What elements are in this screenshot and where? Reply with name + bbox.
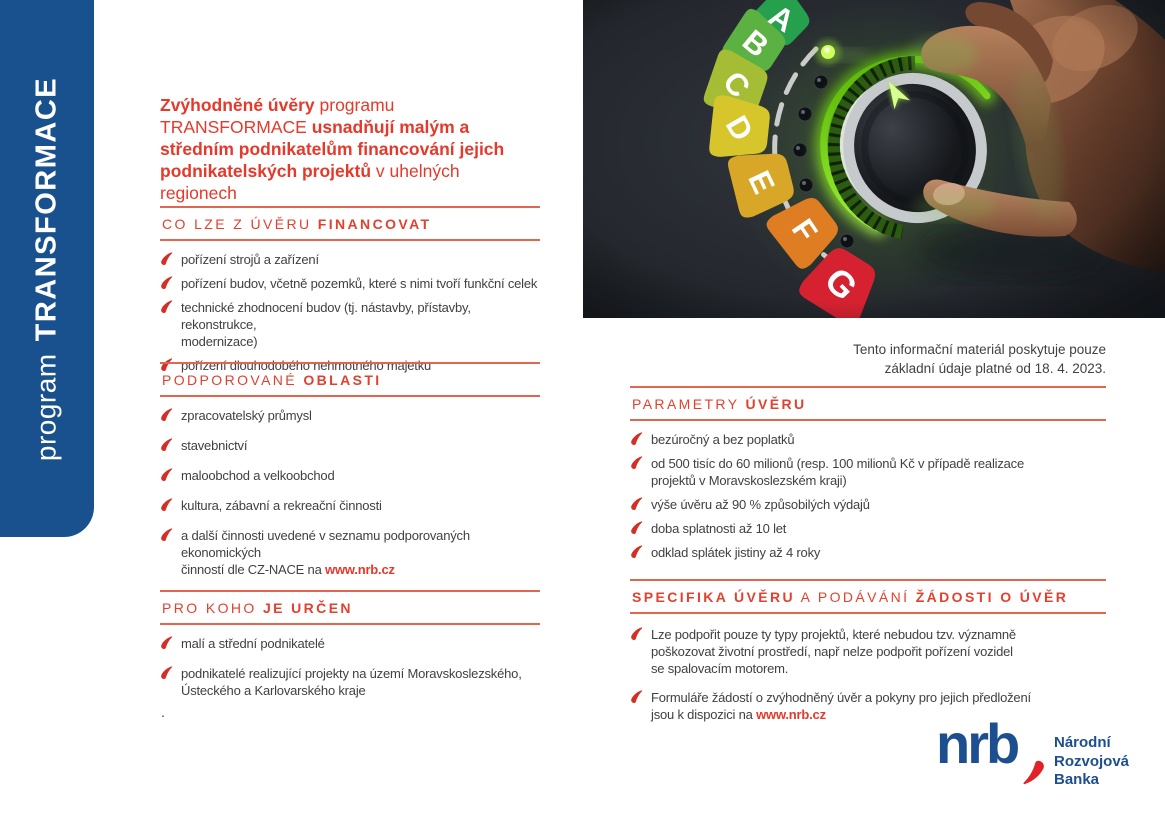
bullet-list xyxy=(630,626,1106,723)
nrb-logo-comma-icon xyxy=(1022,757,1046,787)
list-item xyxy=(630,626,1106,677)
text-run: Formuláře žádostí o zvýhodněný úvěr a pokyny pro jejich předložení xyxy=(651,690,1031,705)
text-run: výše úvěru až 90 % způsobilých výdajů xyxy=(651,497,870,512)
check-swoosh-icon xyxy=(160,408,173,424)
text-run: malí a střední podnikatelé xyxy=(181,636,325,651)
list-item xyxy=(160,635,540,652)
check-swoosh-icon xyxy=(630,627,643,677)
text-run: zpracovatelský průmysl xyxy=(181,408,312,423)
list-item xyxy=(630,496,1106,513)
text-run: doba splatnosti až 10 let xyxy=(651,521,787,536)
check-swoosh-icon xyxy=(160,438,173,454)
nrb-logo xyxy=(936,712,1150,804)
text-run: modernizace) xyxy=(181,334,258,349)
nrb-link[interactable]: www.nrb.cz xyxy=(325,562,395,577)
section-heading xyxy=(630,579,1106,614)
text-run: FINANCOVAT xyxy=(317,216,432,232)
text-run: bezúročný a bez poplatků xyxy=(651,432,795,447)
text-run: PODPOROVANÉ xyxy=(162,372,304,388)
text-run: SPECIFIKA ÚVĚRU xyxy=(632,589,796,605)
check-swoosh-icon xyxy=(160,276,173,292)
check-swoosh-icon xyxy=(630,521,643,537)
check-swoosh-icon xyxy=(160,528,173,578)
text-run: v uhelných xyxy=(371,160,460,181)
list-item xyxy=(630,689,1106,723)
list-item-text xyxy=(181,437,247,454)
text-run: usnadňují malým a xyxy=(311,116,470,137)
validity-note-line2: základní údaje platné od 18. 4. 2023. xyxy=(884,361,1106,376)
text-run: se spalovacím motorem. xyxy=(651,661,789,676)
text-run: regionech xyxy=(160,182,237,203)
text-run: podnikatelských projektů xyxy=(160,160,372,181)
text-run: Ústeckého a Karlovarského kraje xyxy=(181,683,366,698)
nrb-name-line1: Národní xyxy=(1054,734,1111,751)
section-heading xyxy=(630,386,1106,421)
check-swoosh-icon xyxy=(630,545,643,561)
program-banner xyxy=(0,0,94,537)
text-run: CO LZE Z ÚVĚRU xyxy=(162,216,318,232)
nrb-name-line3: Banka xyxy=(1054,771,1100,788)
list-item-text xyxy=(181,299,540,350)
photo-vignette xyxy=(583,0,1165,318)
check-swoosh-icon xyxy=(630,690,643,723)
bullet-list xyxy=(630,431,1106,561)
list-item-text xyxy=(181,527,540,578)
text-run: programu xyxy=(314,94,395,115)
section-co-lze-financovat xyxy=(160,206,540,381)
text-run: technické zhodnocení budov (tj. nástavby, přístavby, rekonstrukce, xyxy=(181,300,471,332)
list-item xyxy=(160,467,540,484)
nrb-name-line2: Rozvojová xyxy=(1054,752,1130,770)
text-run: JE URČEN xyxy=(262,600,353,616)
list-item xyxy=(160,251,540,268)
list-item xyxy=(160,497,540,514)
text-run: PRO KOHO xyxy=(162,600,263,616)
list-item xyxy=(160,299,540,350)
banner-title-text: TRANSFORMACE xyxy=(30,76,63,341)
list-item-text xyxy=(651,626,1016,677)
list-item xyxy=(160,275,540,292)
check-swoosh-icon xyxy=(630,497,643,513)
banner-label xyxy=(31,76,64,460)
list-item-text xyxy=(181,467,334,484)
section-heading xyxy=(160,362,540,397)
list-item xyxy=(160,437,540,454)
list-item-text xyxy=(651,496,870,513)
check-swoosh-icon xyxy=(160,498,173,514)
text-run: podnikatelé realizující projekty na území Moravskoslezského, xyxy=(181,666,522,681)
list-item xyxy=(630,455,1106,489)
list-item xyxy=(160,665,540,699)
energy-dial-photo xyxy=(583,0,1165,318)
list-item-text xyxy=(181,665,522,699)
section-parametry-uveru xyxy=(630,386,1106,568)
nrb-link[interactable]: www.nrb.cz xyxy=(756,707,826,722)
text-run: od 500 tisíc do 60 milionů (resp. 100 milionů Kč v případě realizace xyxy=(651,456,1024,471)
list-item-text xyxy=(651,520,786,537)
bullet-list xyxy=(160,251,540,374)
list-item-text xyxy=(651,544,820,561)
section-heading xyxy=(160,206,540,241)
list-item-text xyxy=(651,455,1024,489)
check-swoosh-icon xyxy=(630,456,643,489)
list-item-text xyxy=(651,431,794,448)
text-run: TRANSFORMACE xyxy=(160,116,312,137)
intro-paragraph xyxy=(160,94,560,204)
section-podporovane-oblasti xyxy=(160,362,540,591)
text-run: Zvýhodněné úvěry xyxy=(160,94,315,115)
text-run: pořízení budov, včetně pozemků, které s nimi tvoří funkční celek xyxy=(181,276,538,291)
text-run: odklad splátek jistiny až 4 roky xyxy=(651,545,821,560)
list-item xyxy=(630,544,1106,561)
list-item-text xyxy=(181,251,319,268)
text-run: a další činnosti uvedené v seznamu podporovaných ekonomických xyxy=(181,528,470,560)
nrb-name xyxy=(1054,734,1129,790)
validity-note xyxy=(700,340,1106,378)
text-run: ŽÁDOSTI O ÚVĚR xyxy=(915,589,1069,605)
list-item-text xyxy=(181,275,537,292)
text-run: činností dle CZ-NACE na xyxy=(181,562,326,577)
text-run: A PODÁVÁNÍ xyxy=(795,589,916,605)
bullet-list xyxy=(160,407,540,578)
check-swoosh-icon xyxy=(160,252,173,268)
text-run: poškozovat životní prostředí, např nelze podpořit pořízení vozidel xyxy=(651,644,1013,659)
bullet-list xyxy=(160,635,540,699)
validity-note-line1: Tento informační materiál poskytuje pouze xyxy=(853,342,1106,357)
text-run: OBLASTI xyxy=(303,372,382,388)
check-swoosh-icon xyxy=(630,432,643,448)
list-item-text xyxy=(181,635,325,652)
list-item-text xyxy=(181,497,382,514)
section-specifika-uveru xyxy=(630,579,1106,735)
text-run: stavebnictví xyxy=(181,438,248,453)
section-pro-koho xyxy=(160,590,540,712)
check-swoosh-icon xyxy=(160,300,173,350)
text-run: ÚVĚRU xyxy=(745,396,807,412)
banner-program-text: program xyxy=(30,352,62,461)
text-run: pořízení strojů a zařízení xyxy=(181,252,319,267)
text-run: PARAMETRY xyxy=(632,396,746,412)
stray-period: . xyxy=(161,704,165,720)
text-run: maloobchod a velkoobchod xyxy=(181,468,335,483)
list-item xyxy=(630,520,1106,537)
list-item-text xyxy=(181,407,312,424)
text-run: projektů v Moravskoslezském kraji) xyxy=(651,473,847,488)
text-run: Lze podpořit pouze ty typy projektů, které nebudou tzv. významně xyxy=(651,627,1016,642)
text-run: kultura, zábavní a rekreační činnosti xyxy=(181,498,382,513)
list-item xyxy=(630,431,1106,448)
check-swoosh-icon xyxy=(160,666,173,699)
text-run: jsou k dispozici na xyxy=(651,707,757,722)
nrb-wordmark: nrb xyxy=(936,712,1018,775)
check-swoosh-icon xyxy=(160,468,173,484)
text-run: pořízení dlouhodobého nehmotného majetku xyxy=(181,358,432,373)
section-heading xyxy=(160,590,540,625)
list-item xyxy=(160,527,540,578)
check-swoosh-icon xyxy=(160,636,173,652)
text-run: středním podnikatelům financování jejich xyxy=(160,138,505,159)
list-item xyxy=(160,407,540,424)
